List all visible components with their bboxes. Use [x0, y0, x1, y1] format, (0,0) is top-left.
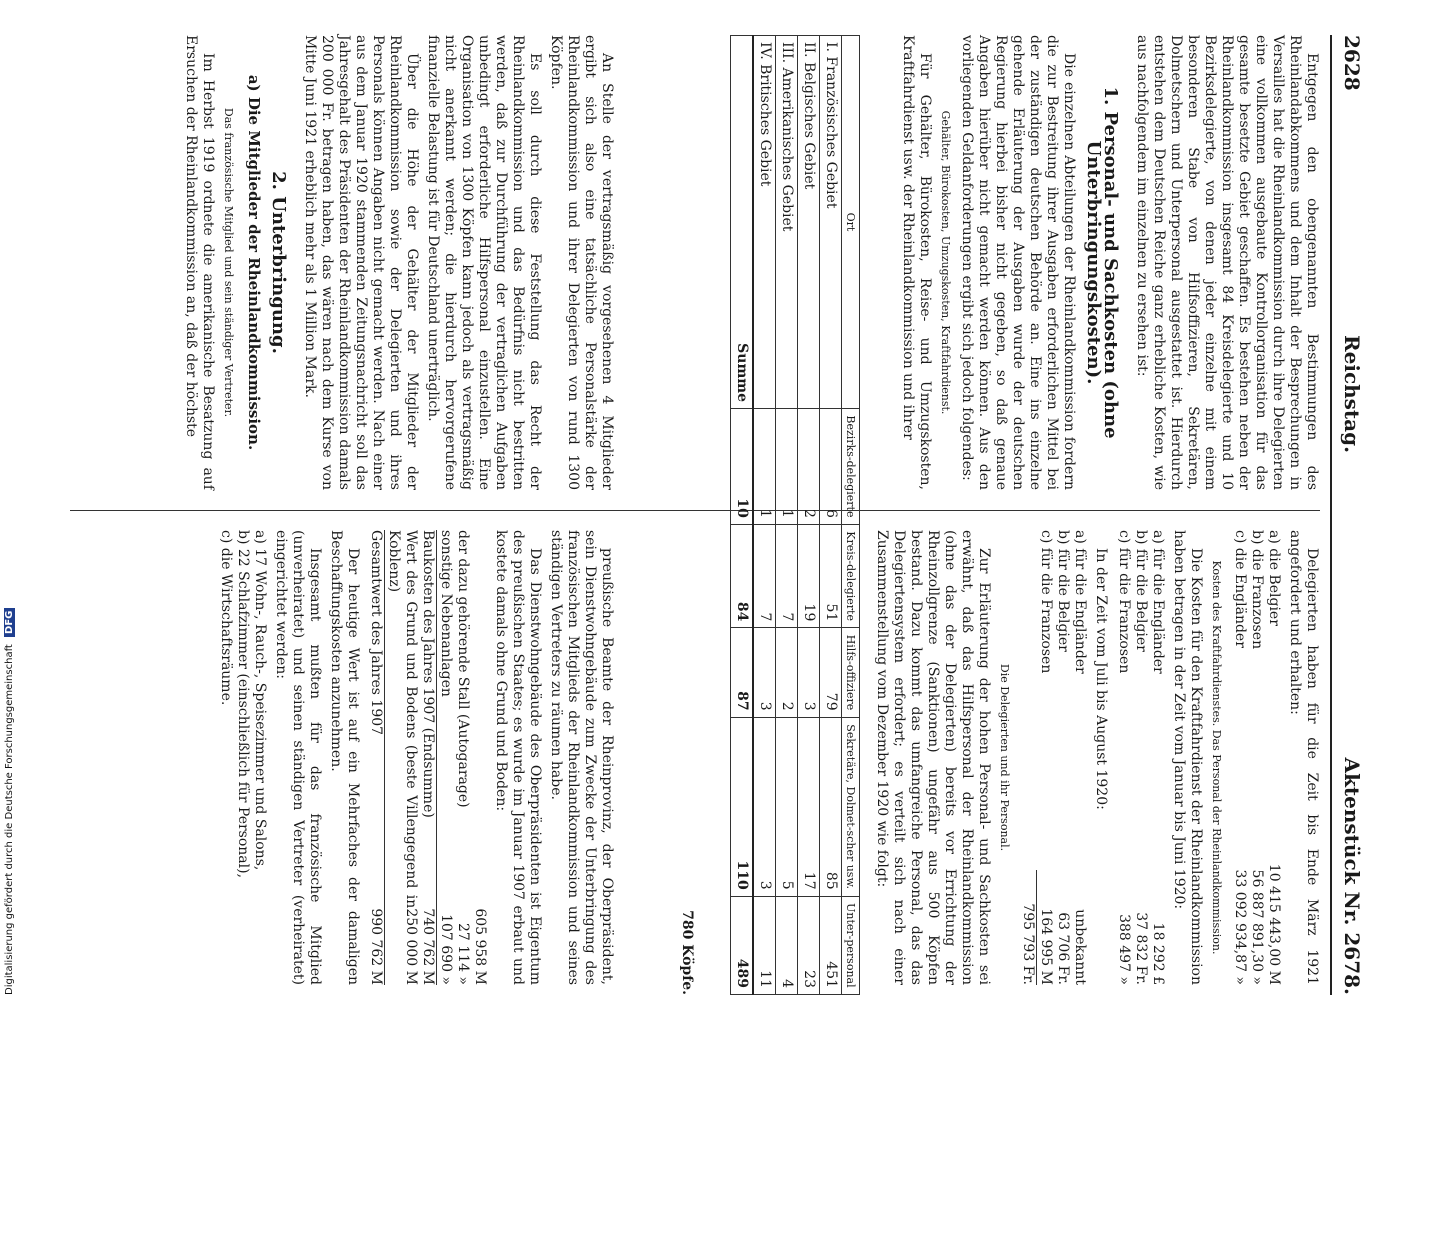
page-header: [1330, 35, 1364, 995]
table-grand-total: 780 Köpfe.: [679, 910, 695, 995]
table-row: I. Französisches Gebiet 6 51 79 85 451: [820, 36, 842, 995]
page-number: 2628: [1340, 35, 1364, 91]
paragraph: Die einzelnen Abteilungen der Rheinlandkommission fordern die zur Bestreitung ihrer Ausgaben erforderlichen Mittel bei der zuständigen deutschen Behörde an. Eine ins einzelne gehende Erläuterung der Ausgaben wurde der deutschen Regierung hierbei bisher nicht gegeben, so daß genaue Angaben hierüber nicht gemacht werden können. Aus den vorliegenden Geldanforderungen ergibt sich jedoch folgendes:: [959, 35, 1077, 490]
dfg-logo: DFG: [4, 608, 15, 637]
header-rule: [1330, 35, 1332, 995]
paragraph: Über die Höhe der Gehälter der Mitglieder der Rheinlandkommission sowie der Delegierten und ihres Personals können Angaben nicht gemacht werden. Nach einer aus dem Januar 1920 stammenden Zeitungsnachricht soll das Jahresgehalt des Präsidenten der Rheinlandkommission damals 200 000 Fr. betragen haben, das wären nach dem Kurse von Mitte Juni 1921 erheblich mehr als 1 Million Mark.: [302, 35, 420, 490]
list-item: b) 22 Schlafzimmer (einschließlich für Personal),: [235, 530, 251, 879]
list-item: Gesamtwert des Jahres 1907 990 762 M: [368, 530, 384, 985]
personnel-table: [730, 35, 860, 995]
column-header: Unter-personal: [842, 896, 860, 994]
marginal-heading: Gehälter, Bürokosten, Umzugskosten, Kraftfahrdienst.: [939, 110, 952, 415]
intro-paragraph: Entgegen den obengenannten Bestimmungen des Rheinlandabkommens und dem Inhalt der Besprechungen in Versailles hat die Rheinlandkommission durch ihre Delegierten eine vollkommen ausgebaute Kontrollorganisation für das gesamte besetzte Gebiet geschaffen. Es bestehen neben der Rheinlandkommission insgesamt 84 Kreisdelegierte und 10 Bezirksdelegierte, von denen jeder einzelne mit einem besonderen Stabe von Hilfsoffizieren, Sekretären, Dolmetschern und Unterpersonal ausgestattet ist. Hierdurch entstehen dem Deutschen Reiche ganz erhebliche Kosten, wie aus nachfolgendem im einzelnen zu ersehen ist:: [1134, 35, 1320, 490]
table-row: II. Belgisches Gebiet 2 19 3 17 23: [798, 36, 820, 995]
right-column: [869, 530, 1320, 985]
list-item: Wert des Grund und Bodens (beste Villengegend in Koblenz) 250 000 M: [386, 530, 419, 985]
digitization-credit: Digitalisierung gefördert durch die Deutsche Forschungsgemeinschaft DFG: [4, 608, 15, 995]
list-item: b) die Franzosen 56 887 891,30 »: [1249, 530, 1265, 985]
section-2-title: 2. Unterbringung.: [268, 171, 289, 354]
subsection-title: a) Die Mitglieder der Rheinlandkommission.: [245, 74, 263, 451]
list-item: b) für die Belgier 63 706 Fr.: [1055, 530, 1071, 985]
table-row: IV. Britisches Gebiet 1 7 3 3 11: [753, 36, 776, 995]
paragraph: Die Kosten für den Kraftfahrdienst der Rheinlandkommission haben betragen in der Zeit vom Januar bis Juni 1920:: [1171, 530, 1204, 985]
table-row: III. Amerikanisches Gebiet 1 7 2 5 4: [776, 36, 798, 995]
column-divider: [70, 510, 1320, 511]
section-1-title: 1. Personal- und Sachkosten (ohne Unterbringungskosten).: [1083, 86, 1121, 439]
table-header-row: [842, 36, 860, 995]
list-total: 795 793 Fr.: [1019, 870, 1037, 985]
list-item: c) die Engländer 33 092 934,87 »: [1232, 530, 1248, 985]
list-item: der dazu gehörende Stall (Autogarage) 27 114 »: [455, 530, 471, 985]
column-header: Bezirks-delegierte: [842, 409, 860, 525]
paragraph: Der heutige Wert ist auf ein Mehrfaches der damaligen Beschaffungskosten anzunehmen.: [328, 530, 361, 985]
document-page: [60, 35, 1364, 995]
paragraph: Zur Erläuterung der hohen Personal- und Sachkosten sei erwähnt, daß das Hilfspersonal der Rheinlandkommission (ohne das der Delegierten) bereits vor Errichtung der Rheinzollgrenze (Sanktionen) ungefähr aus 500 Köpfen bestand. Dazu kommt das umfangreiche Personal, das das Delegiertensystem erfordert; es verteilt sich nach einer Zusammenstellung vom Dezember 1920 wie folgt:: [874, 530, 992, 985]
column-header: Sekretäre, Dolmet-scher usw.: [842, 717, 860, 896]
building-costs: [367, 530, 488, 985]
left-column: [895, 35, 1320, 490]
column-header: Ort: [842, 36, 860, 409]
document-number: Aktenstück Nr. 2678.: [1340, 757, 1364, 995]
paragraph: Delegierten haben für die Zeit bis Ende März 1921 angefordert und erhalten:: [1287, 530, 1320, 985]
paragraph: An Stelle der vertragsmäßig vorgesehenen 4 Mitglieder ergibt sich also eine tatsächliche Personalstärke der Rheinlandkommission und ihrer Delegierten von rund 1300 Köpfen.: [548, 35, 615, 490]
list-item: 605 958 M: [472, 908, 488, 985]
paragraph: Das Dienstwohngebäude des Oberpräsidenten ist Eigentum des preußischen Staates; es wurde im Januar 1907 erbaut und kostete damals ohne Grund und Boden:: [493, 530, 543, 985]
column-header: Hilfs-offiziere: [842, 628, 860, 717]
list-item: c) für die Franzosen 388 497 »: [1116, 530, 1132, 985]
paragraph: Für Gehälter, Bürokosten, Reise- und Umzugskosten, Kraftfahrdienst usw. der Rheinlandkommission und ihrer: [900, 35, 933, 490]
table-total-row: Summe 10 84 87 110 489: [731, 36, 754, 995]
list-item: b) für die Belgier 37 832 Fr.: [1133, 530, 1149, 985]
paragraph: Insgesamt mußten für das französische Mitglied (unverheiratet) und seinen ständigen Vertreter (verheiratet) eingerichtet werden:: [273, 530, 323, 985]
cost-list-2: [1115, 530, 1166, 985]
room-list: [217, 530, 268, 985]
cost-list-1: [1231, 530, 1282, 985]
list-item: Baukosten des Jahres 1907 (Endsumme) 740 762 M: [420, 530, 436, 985]
list-item: c) die Wirtschaftsräume.: [218, 530, 234, 706]
lower-left-column: [178, 35, 615, 490]
column-header: Kreis-delegierte: [842, 524, 860, 627]
marginal-heading: Die Delegierten und ihr Personal.: [998, 663, 1011, 852]
list-item: a) die Belgier 10 415 443,00 M: [1266, 530, 1282, 985]
paragraph: In der Zeit vom Juli bis August 1920:: [1093, 548, 1109, 810]
list-item: a) für die Engländer 18 292 £: [1150, 530, 1166, 985]
lower-right-column: [211, 530, 615, 985]
list-item: a) für die Engländer unbekannt: [1072, 530, 1088, 985]
marginal-heading: Kosten des Kraftfahrdienstes. Das Personal der Rheinlandkommission.: [1210, 560, 1223, 955]
list-item: a) 17 Wohn-, Rauch-, Speisezimmer und Salons,: [252, 530, 268, 871]
list-item: c) für die Franzosen 164 995 M: [1038, 530, 1054, 985]
list-item: sonstige Nebenanlagen 107 690 »: [438, 530, 454, 985]
paragraph: Im Herbst 1919 ordnete die amerikanische Besatzung auf Ersuchen der Rheinlandkommission an, daß der höchste: [183, 35, 216, 490]
running-title: Reichstag.: [1340, 335, 1364, 454]
paragraph: Es soll durch diese Feststellung das Recht der Rheinlandkommission und das Bedürfnis nicht bestritten werden, daß zur Durchführung der vertraglichen Aufgaben unbedingt erforderliche Hilfspersonal einzustellen. Eine Organisation von 1300 Köpfen kann jedoch als vertragsmäßig nicht anerkannt werden; die hierdurch hervorgerufene finanzielle Belastung ist für Deutschland unerträglich.: [425, 35, 543, 490]
marginal-heading: Das französische Mitglied und sein ständiger Vertreter.: [222, 107, 235, 418]
cost-list-3: [1019, 530, 1088, 985]
paragraph: preußische Beamte der Rheinprovinz, der Oberpräsident, sein Dienstwohngebäude zum Zwecke der Unterbringung des französischen Mitglieds der Rheinlandkommission und seines ständigen Vertreters zu räumen habe.: [548, 530, 615, 985]
